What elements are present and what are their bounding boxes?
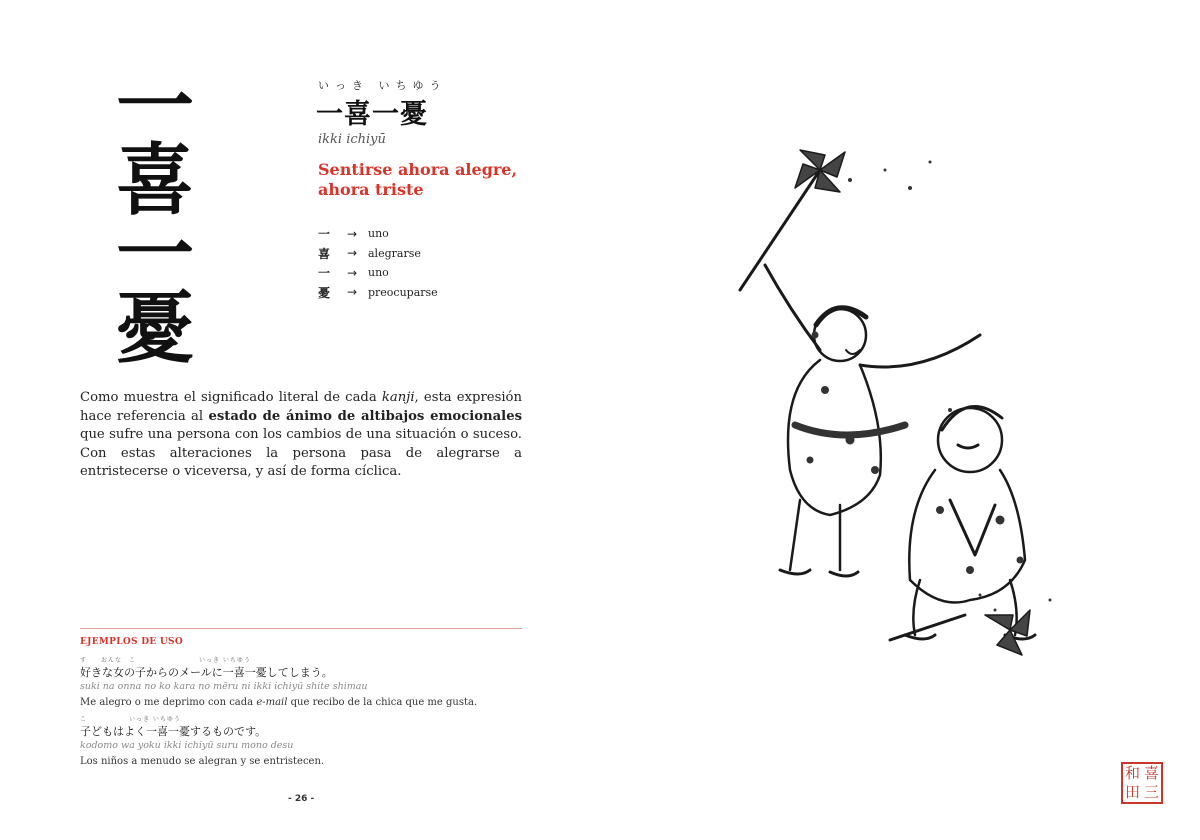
breakdown-meaning: alegrarse [368,246,421,260]
expression-meaning [318,160,538,200]
expression-title: 一喜一憂 [316,99,428,130]
expression-romaji: ikki ichiyū [318,132,386,147]
breakdown-row [318,224,438,244]
breakdown-row [318,263,438,283]
example-romaji: kodomo wa yoku ikki ichiyū suru mono desu [80,740,294,751]
seal-char: 三 [1143,783,1159,801]
examples-heading: EJEMPLOS DE USO [80,637,183,647]
example-item [80,714,530,770]
examples-divider [80,628,522,629]
calligraphy-char: 一 [115,209,194,300]
breakdown-kanji: 憂 [318,285,331,300]
example-japanese: 子どもはよく一喜一憂するものです。 [80,725,267,738]
kanji-breakdown [318,224,438,302]
body-kanji-term: kanji [381,390,415,405]
seal-char: 和 [1124,764,1140,782]
example-ruby: す おんな こ いっき いちゆう [80,657,251,664]
translation-text: que recibo de la chica que me gusta. [287,697,478,708]
calligraphy-column [100,61,210,374]
arrow-icon: → [346,265,358,280]
meaning-line: ahora triste [318,180,424,199]
calligraphy-char: 憂 [115,283,194,374]
arrow-icon: → [346,246,358,261]
title-furigana: いっき いちゆう [318,79,447,92]
translation-text: Los niños a menudo se alegran y se entristecen. [80,756,325,767]
example-item [80,655,530,711]
breakdown-row [318,283,438,303]
ink-illustration [720,140,1060,690]
breakdown-row [318,244,438,264]
translation-em: e-mail [256,697,288,708]
seal-char: 田 [1124,783,1140,801]
breakdown-kanji: 一 [318,266,331,281]
calligraphy-char: 喜 [115,135,194,226]
arrow-icon: → [346,226,358,241]
body-highlight: estado de ánimo de altibajos emocionales [208,408,523,424]
seal-char: 喜 [1143,764,1159,782]
red-seal [1121,762,1163,804]
calligraphy-char: 一 [115,61,194,152]
body-text: que sufre una persona con los cambios de una situación o suceso. Con estas alteraciones la persona pasa de alegrarse a entristecerse o viceversa, y así de forma cíclica. [80,427,522,479]
explanation-paragraph [80,389,522,482]
meaning-line: Sentirse ahora alegre, [318,160,518,179]
example-translation [80,697,530,711]
example-romaji: suki na onna no ko kara no mēru ni ikki ichiyū shite shimau [80,681,368,692]
breakdown-meaning: uno [368,266,389,280]
body-text: Como muestra el significado literal de cada [80,390,382,405]
example-japanese: 好きな女の子からのメールに一喜一憂してしまう。 [80,666,333,679]
example-ruby: こ いっき いちゆう [80,716,181,723]
breakdown-kanji: 喜 [318,246,331,261]
breakdown-meaning: preocuparse [368,285,438,299]
breakdown-kanji: 一 [318,227,331,242]
body-text: , esta expresión hace referencia al [80,390,522,424]
arrow-icon: → [346,285,358,300]
translation-text: Me alegro o me deprimo con cada [80,697,257,708]
example-translation [80,756,530,770]
breakdown-meaning: uno [368,227,389,241]
page-number: - 26 - [288,794,315,804]
